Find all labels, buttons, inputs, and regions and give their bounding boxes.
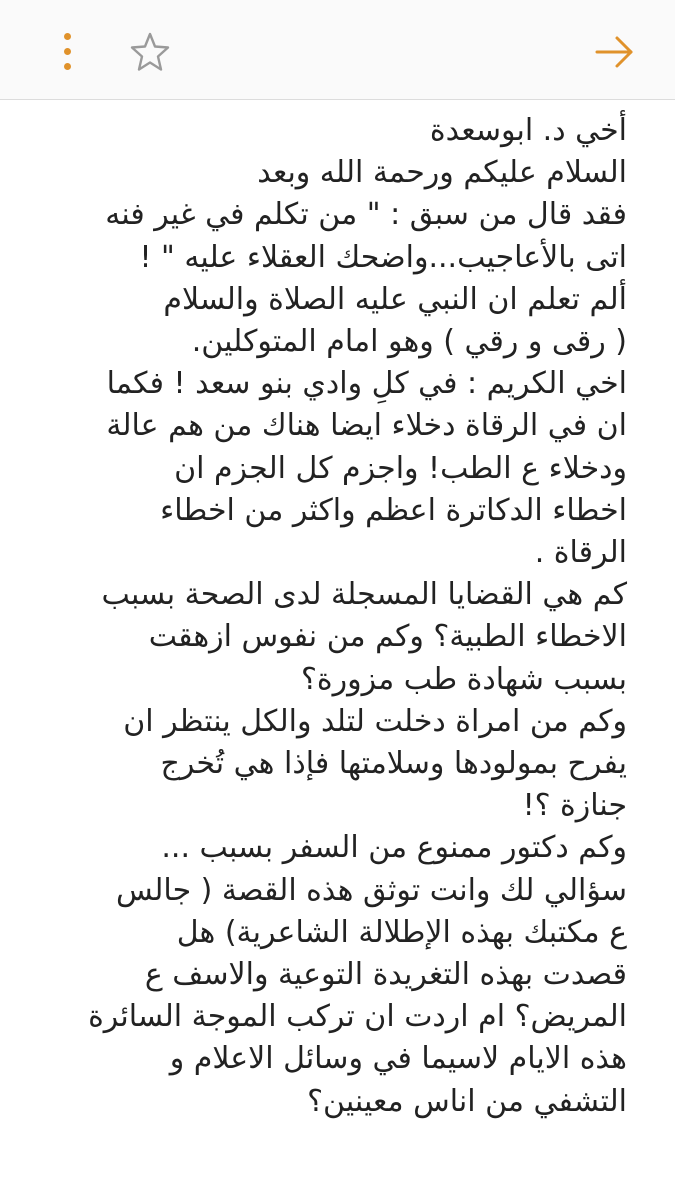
star-outline-icon xyxy=(128,30,172,74)
note-line: المريض؟ ام اردت ان تركب الموجة السائرة xyxy=(88,999,627,1035)
note-line: يفرح بمولودها وسلامتها فإذا هي تُخرج xyxy=(160,746,627,782)
note-line: وكم دكتور ممنوع من السفر بسبب ... xyxy=(161,830,627,866)
note-line: جنازة ؟! xyxy=(522,788,627,824)
top-toolbar xyxy=(0,0,675,100)
more-options-button[interactable] xyxy=(48,30,88,74)
favorite-button[interactable] xyxy=(128,30,172,74)
note-text xyxy=(0,100,675,1123)
note-line: قصدت بهذه التغريدة التوعية والاسف ع xyxy=(144,957,627,993)
note-line: وكم من امراة دخلت لتلد والكل ينتظر ان xyxy=(123,703,627,739)
note-line: سؤالي لك وانت توثق هذه القصة ( جالس xyxy=(116,872,627,908)
note-line: ألم تعلم ان النبي عليه الصلاة والسلام xyxy=(163,281,627,317)
note-line: ع مكتبك بهذه الإطلالة الشاعرية) هل xyxy=(176,914,627,950)
note-line: التشفي من اناس معينين؟ xyxy=(307,1083,627,1119)
arrow-forward-icon xyxy=(592,30,638,74)
note-line: اخطاء الدكاترة اعظم واكثر من اخطاء xyxy=(160,492,627,528)
note-line: اخي الكريم : في كلِ وادي بنو سعد ! فكما xyxy=(106,366,627,402)
note-line: أخي د. ابوسعدة xyxy=(429,113,627,148)
note-line: الرقاة . xyxy=(534,535,627,571)
note-line: الاخطاء الطبية؟ وكم من نفوس ازهقت xyxy=(148,619,627,655)
note-body[interactable] xyxy=(0,100,675,1200)
note-line: اتى بالأعاجيب...واضحك العقلاء عليه " ! xyxy=(139,239,627,275)
more-vert-icon-dot xyxy=(64,63,71,70)
more-vert-icon-dot xyxy=(64,48,71,55)
note-line: ودخلاء ع الطب! واجزم كل الجزم ان xyxy=(174,450,627,486)
note-line: السلام عليكم ورحمة الله وبعد xyxy=(257,155,627,191)
note-line: بسبب شهادة طب مزورة؟ xyxy=(301,661,627,697)
note-line: فقد قال من سبق : " من تكلم في غير فنه xyxy=(105,197,627,233)
note-line: كم هي القضايا المسجلة لدى الصحة بسبب xyxy=(101,577,627,613)
note-line: هذه الايام لاسيما في وسائل الاعلام و xyxy=(169,1041,627,1077)
forward-button[interactable] xyxy=(592,30,638,74)
more-vert-icon xyxy=(64,33,71,40)
note-line: ان في الرقاة دخلاء ايضا هناك من هم عالة xyxy=(106,408,627,444)
note-line: ( رقى و رقي ) وهو امام المتوكلين. xyxy=(191,324,627,360)
